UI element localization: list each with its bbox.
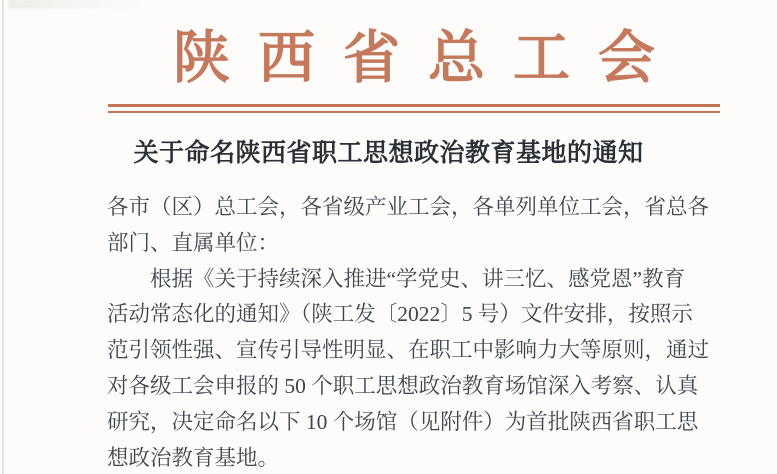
scan-edge-line — [2, 0, 4, 474]
letterhead-org-name: 陕西省总工会 — [173, 27, 683, 90]
body-line-4: 对各级工会申报的 50 个职工思想政治教育场馆深入考察、认真 — [107, 373, 699, 398]
salutation-line-1: 各市（区）总工会，各省级产业工会，各单列单位工会，省总各 — [107, 195, 710, 219]
notice-body — [107, 190, 721, 474]
body-line-6: 想政治教育基地。 — [107, 445, 280, 470]
body-line-3: 范引领性强、宣传引导性明显、在职工中影响力大等原则，通过 — [107, 338, 710, 363]
notice-title: 关于命名陕西省职工思想政治教育基地的通知 — [133, 139, 644, 167]
body-line-5: 研究，决定命名以下 10 个场馆（见附件）为首批陕西省职工思 — [107, 409, 699, 434]
body-line-2: 活动常态化的通知》（陕工发〔2022〕5 号）文件安排，按照示 — [107, 302, 693, 327]
letterhead-double-rule — [108, 104, 720, 113]
body-line-1: 根据《关于持续深入推进“学党史、讲三忆、感党恩”教育 — [150, 266, 686, 291]
salutation-line-2: 部门、直属单位： — [107, 230, 280, 255]
scan-smudge — [8, 0, 148, 9]
